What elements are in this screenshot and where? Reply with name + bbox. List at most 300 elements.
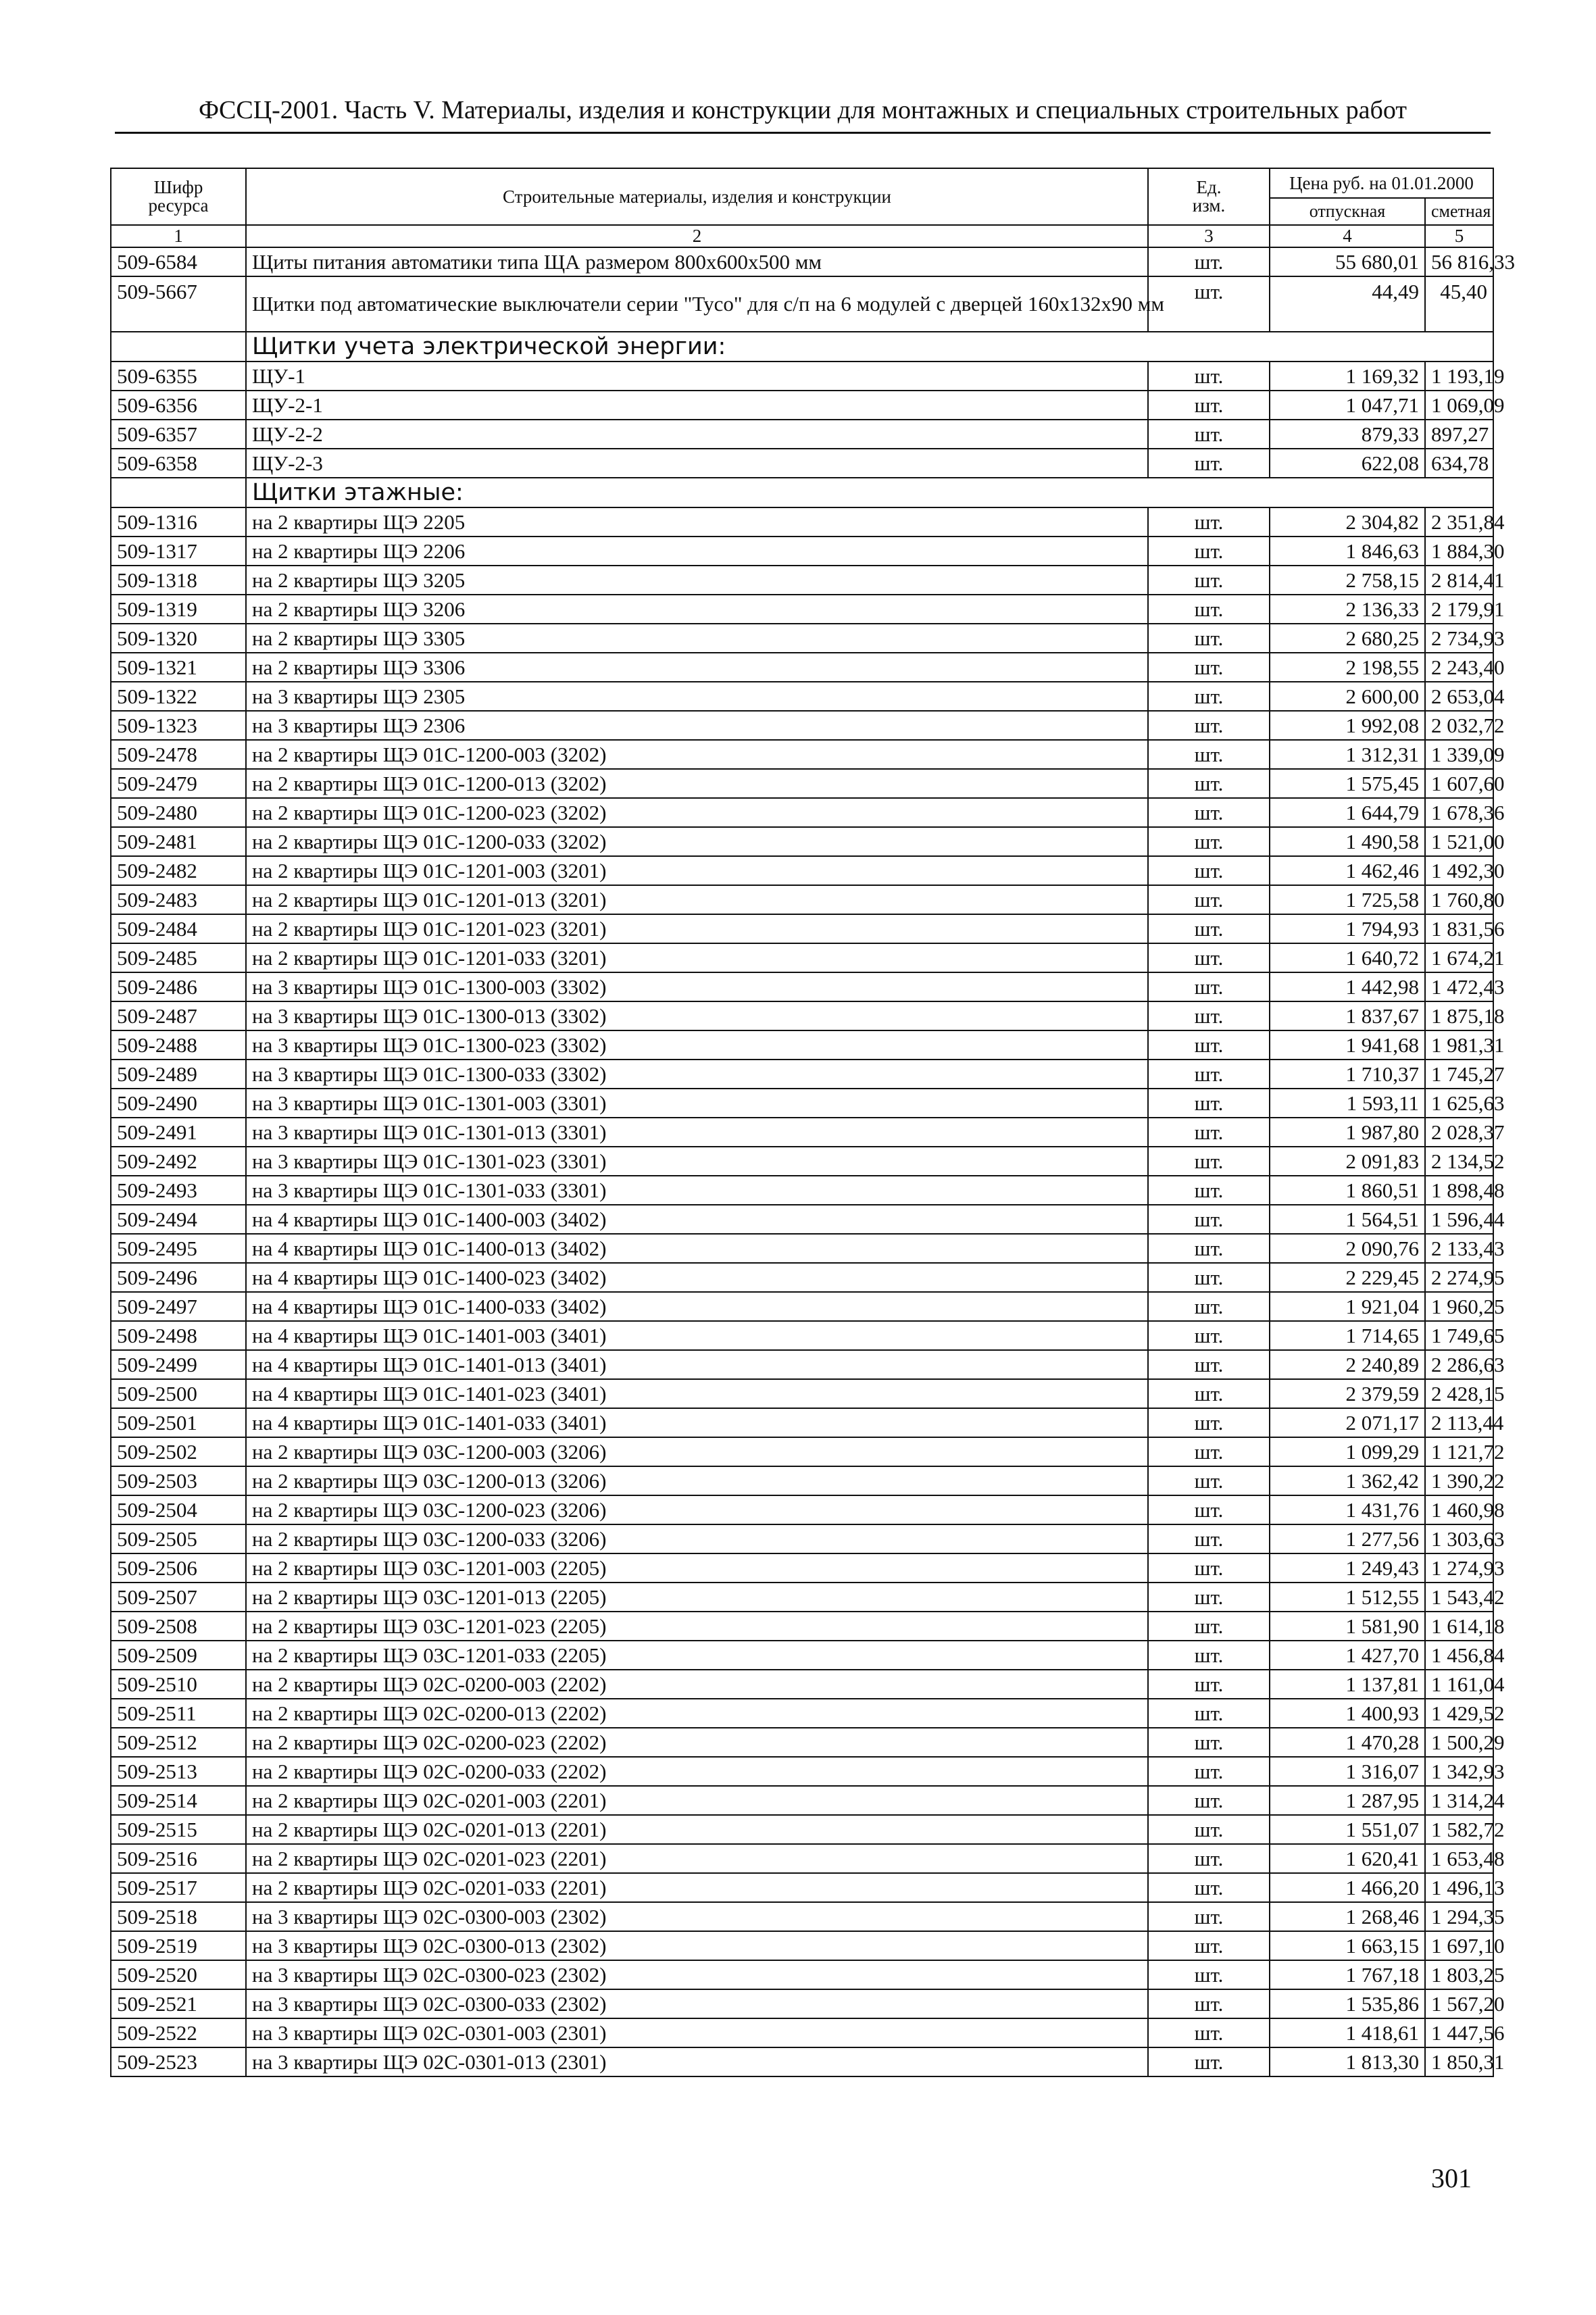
estimate-price: 1 760,80 <box>1425 885 1493 914</box>
item-name: на 4 квартиры ЩЭ 01С-1400-033 (3402) <box>246 1292 1148 1321</box>
table-row <box>111 1931 1493 1960</box>
item-name: на 2 квартиры ЩЭ 03С-1201-003 (2205) <box>246 1553 1148 1583</box>
unit: шт. <box>1148 1292 1270 1321</box>
unit: шт. <box>1148 1321 1270 1350</box>
item-name: на 4 квартиры ЩЭ 01С-1401-003 (3401) <box>246 1321 1148 1350</box>
estimate-price: 2 113,44 <box>1425 1408 1493 1437</box>
release-price: 1 813,30 <box>1270 2047 1425 2076</box>
item-name: на 3 квартиры ЩЭ 02С-0300-023 (2302) <box>246 1960 1148 1989</box>
table-row <box>111 1583 1493 1612</box>
item-name: на 2 квартиры ЩЭ 02С-0201-033 (2201) <box>246 1873 1148 1902</box>
estimate-price: 1 500,29 <box>1425 1728 1493 1757</box>
group-title: Щитки этажные: <box>246 478 1493 507</box>
table-row <box>111 1060 1493 1089</box>
unit: шт. <box>1148 1583 1270 1612</box>
unit: шт. <box>1148 1786 1270 1815</box>
unit: шт. <box>1148 972 1270 1001</box>
estimate-price: 1 596,44 <box>1425 1205 1493 1234</box>
unit: шт. <box>1148 827 1270 856</box>
release-price: 1 316,07 <box>1270 1757 1425 1786</box>
table-row <box>111 769 1493 798</box>
unit: шт. <box>1148 1873 1270 1902</box>
table-row <box>111 653 1493 682</box>
resource-code: 509-2503 <box>111 1466 246 1495</box>
estimate-price: 1 607,60 <box>1425 769 1493 798</box>
table-row <box>111 362 1493 391</box>
item-name: на 2 квартиры ЩЭ 01С-1201-023 (3201) <box>246 914 1148 943</box>
resource-code: 509-2497 <box>111 1292 246 1321</box>
item-name: на 2 квартиры ЩЭ 02С-0201-013 (2201) <box>246 1815 1148 1844</box>
estimate-price: 2 243,40 <box>1425 653 1493 682</box>
resource-code: 509-2519 <box>111 1931 246 1960</box>
table-row <box>111 1815 1493 1844</box>
estimate-price: 2 428,15 <box>1425 1379 1493 1408</box>
unit: шт. <box>1148 1437 1270 1466</box>
estimate-price: 2 032,72 <box>1425 711 1493 740</box>
estimate-price: 1 460,98 <box>1425 1495 1493 1524</box>
release-price: 1 462,46 <box>1270 856 1425 885</box>
item-name: на 4 квартиры ЩЭ 01С-1400-003 (3402) <box>246 1205 1148 1234</box>
release-price: 2 071,17 <box>1270 1408 1425 1437</box>
item-name: на 2 квартиры ЩЭ 3306 <box>246 653 1148 682</box>
item-name: на 2 квартиры ЩЭ 01С-1200-003 (3202) <box>246 740 1148 769</box>
group-row <box>111 478 1493 507</box>
table-row <box>111 247 1493 276</box>
estimate-price: 2 134,52 <box>1425 1147 1493 1176</box>
estimate-price: 1 678,36 <box>1425 798 1493 827</box>
resource-code: 509-2485 <box>111 943 246 972</box>
resource-code: 509-1319 <box>111 595 246 624</box>
release-price: 2 379,59 <box>1270 1379 1425 1408</box>
item-name: на 3 квартиры ЩЭ 02С-0301-013 (2301) <box>246 2047 1148 2076</box>
unit: шт. <box>1148 1001 1270 1030</box>
resource-code: 509-2494 <box>111 1205 246 1234</box>
item-name: на 2 квартиры ЩЭ 2205 <box>246 507 1148 537</box>
estimate-price: 1 653,48 <box>1425 1844 1493 1873</box>
resource-code: 509-2508 <box>111 1612 246 1641</box>
resource-code: 509-5667 <box>111 276 246 332</box>
release-price: 1 442,98 <box>1270 972 1425 1001</box>
item-name: на 3 квартиры ЩЭ 01С-1300-003 (3302) <box>246 972 1148 1001</box>
release-price: 1 512,55 <box>1270 1583 1425 1612</box>
resource-code: 509-2520 <box>111 1960 246 1989</box>
item-name: на 2 квартиры ЩЭ 02С-0200-003 (2202) <box>246 1670 1148 1699</box>
release-price: 2 136,33 <box>1270 595 1425 624</box>
col-number: 2 <box>246 225 1148 247</box>
item-name: на 2 квартиры ЩЭ 03С-1201-033 (2205) <box>246 1641 1148 1670</box>
unit: шт. <box>1148 1379 1270 1408</box>
resource-code: 509-2487 <box>111 1001 246 1030</box>
table-row <box>111 1641 1493 1670</box>
table-row <box>111 1089 1493 1118</box>
table-row <box>111 2047 1493 2076</box>
unit: шт. <box>1148 420 1270 449</box>
item-name: на 4 квартиры ЩЭ 01С-1400-013 (3402) <box>246 1234 1148 1263</box>
table-row <box>111 711 1493 740</box>
unit: шт. <box>1148 1350 1270 1379</box>
group-row <box>111 332 1493 362</box>
release-price: 1 137,81 <box>1270 1670 1425 1699</box>
unit: шт. <box>1148 1147 1270 1176</box>
resource-code: 509-2507 <box>111 1583 246 1612</box>
estimate-price: 1 193,19 <box>1425 362 1493 391</box>
table-row <box>111 1699 1493 1728</box>
estimate-price: 2 734,93 <box>1425 624 1493 653</box>
unit: шт. <box>1148 1118 1270 1147</box>
unit: шт. <box>1148 914 1270 943</box>
table-row <box>111 420 1493 449</box>
table-row <box>111 1030 1493 1060</box>
unit: шт. <box>1148 885 1270 914</box>
release-price: 1 837,67 <box>1270 1001 1425 1030</box>
estimate-price: 1 850,31 <box>1425 2047 1493 2076</box>
unit: шт. <box>1148 1699 1270 1728</box>
release-price: 1 987,80 <box>1270 1118 1425 1147</box>
unit: шт. <box>1148 507 1270 537</box>
table-row <box>111 1292 1493 1321</box>
table-row <box>111 1553 1493 1583</box>
table-row <box>111 1350 1493 1379</box>
release-price: 1 287,95 <box>1270 1786 1425 1815</box>
unit: шт. <box>1148 624 1270 653</box>
col-number: 4 <box>1270 225 1425 247</box>
col-unit-label-2: изм. <box>1192 195 1226 216</box>
release-price: 1 470,28 <box>1270 1728 1425 1757</box>
release-price: 1 663,15 <box>1270 1931 1425 1960</box>
estimate-price: 56 816,33 <box>1425 247 1493 276</box>
unit: шт. <box>1148 595 1270 624</box>
item-name: на 3 квартиры ЩЭ 02С-0300-033 (2302) <box>246 1989 1148 2018</box>
table-row <box>111 566 1493 595</box>
unit: шт. <box>1148 856 1270 885</box>
item-name: на 3 квартиры ЩЭ 2305 <box>246 682 1148 711</box>
table-row <box>111 1873 1493 1902</box>
resource-code: 509-2481 <box>111 827 246 856</box>
release-price: 1 431,76 <box>1270 1495 1425 1524</box>
table-row <box>111 1612 1493 1641</box>
release-price: 1 427,70 <box>1270 1641 1425 1670</box>
unit: шт. <box>1148 566 1270 595</box>
release-price: 1 466,20 <box>1270 1873 1425 1902</box>
release-price: 1 418,61 <box>1270 2018 1425 2047</box>
estimate-price: 2 653,04 <box>1425 682 1493 711</box>
resource-code: 509-2501 <box>111 1408 246 1437</box>
item-name: на 2 квартиры ЩЭ 3205 <box>246 566 1148 595</box>
table-row <box>111 856 1493 885</box>
resource-code: 509-2498 <box>111 1321 246 1350</box>
resource-code: 509-2522 <box>111 2018 246 2047</box>
estimate-price: 1 274,93 <box>1425 1553 1493 1583</box>
release-price: 622,08 <box>1270 449 1425 478</box>
table-row <box>111 1176 1493 1205</box>
item-name: на 3 квартиры ЩЭ 01С-1301-003 (3301) <box>246 1089 1148 1118</box>
unit: шт. <box>1148 1960 1270 1989</box>
release-price: 1 047,71 <box>1270 391 1425 420</box>
unit: шт. <box>1148 798 1270 827</box>
resource-code: 509-2509 <box>111 1641 246 1670</box>
unit: шт. <box>1148 769 1270 798</box>
estimate-price: 1 674,21 <box>1425 943 1493 972</box>
col-number: 5 <box>1425 225 1493 247</box>
table-row <box>111 827 1493 856</box>
table-row <box>111 595 1493 624</box>
estimate-price: 1 314,24 <box>1425 1786 1493 1815</box>
item-name: на 2 квартиры ЩЭ 02С-0200-033 (2202) <box>246 1757 1148 1786</box>
estimate-price: 1 303,63 <box>1425 1524 1493 1553</box>
item-name: на 2 квартиры ЩЭ 3206 <box>246 595 1148 624</box>
col-name-header: Строительные материалы, изделия и конструкции <box>246 168 1148 225</box>
item-name: на 4 квартиры ЩЭ 01С-1401-033 (3401) <box>246 1408 1148 1437</box>
unit: шт. <box>1148 1060 1270 1089</box>
resource-code: 509-2492 <box>111 1147 246 1176</box>
unit: шт. <box>1148 740 1270 769</box>
estimate-price: 2 286,63 <box>1425 1350 1493 1379</box>
table-row <box>111 624 1493 653</box>
estimate-price: 1 803,25 <box>1425 1960 1493 1989</box>
release-price: 1 581,90 <box>1270 1612 1425 1641</box>
table-row <box>111 972 1493 1001</box>
unit: шт. <box>1148 1553 1270 1583</box>
resource-code: 509-2484 <box>111 914 246 943</box>
table-row <box>111 1844 1493 1873</box>
item-name: на 4 квартиры ЩЭ 01С-1400-023 (3402) <box>246 1263 1148 1292</box>
item-name: на 3 квартиры ЩЭ 01С-1301-013 (3301) <box>246 1118 1148 1147</box>
release-price: 1 640,72 <box>1270 943 1425 972</box>
table-row <box>111 1234 1493 1263</box>
resource-code: 509-1320 <box>111 624 246 653</box>
resource-code: 509-2521 <box>111 1989 246 2018</box>
table-row <box>111 943 1493 972</box>
release-price: 2 240,89 <box>1270 1350 1425 1379</box>
unit: шт. <box>1148 1612 1270 1641</box>
item-name: на 2 квартиры ЩЭ 01С-1201-013 (3201) <box>246 885 1148 914</box>
release-price: 1 268,46 <box>1270 1902 1425 1931</box>
release-price: 1 846,63 <box>1270 537 1425 566</box>
release-price: 1 620,41 <box>1270 1844 1425 1873</box>
release-price: 1 169,32 <box>1270 362 1425 391</box>
unit: шт. <box>1148 943 1270 972</box>
table-row <box>111 914 1493 943</box>
resource-code: 509-2499 <box>111 1350 246 1379</box>
unit: шт. <box>1148 1234 1270 1263</box>
resource-code: 509-1323 <box>111 711 246 740</box>
resource-code: 509-2483 <box>111 885 246 914</box>
item-name: на 2 квартиры ЩЭ 03С-1200-003 (3206) <box>246 1437 1148 1466</box>
unit: шт. <box>1148 1089 1270 1118</box>
estimate-price: 1 447,56 <box>1425 2018 1493 2047</box>
group-title: Щитки учета электрической энергии: <box>246 332 1493 362</box>
estimate-price: 1 390,22 <box>1425 1466 1493 1495</box>
release-price: 1 490,58 <box>1270 827 1425 856</box>
unit: шт. <box>1148 391 1270 420</box>
item-name: на 2 квартиры ЩЭ 3305 <box>246 624 1148 653</box>
item-name: на 2 квартиры ЩЭ 03С-1201-013 (2205) <box>246 1583 1148 1612</box>
estimate-price: 1 543,42 <box>1425 1583 1493 1612</box>
unit: шт. <box>1148 1408 1270 1437</box>
table-row <box>111 1989 1493 2018</box>
item-name: Щиты питания автоматики типа ЩА размером 800х600х500 мм <box>246 247 1148 276</box>
resource-code: 509-2495 <box>111 1234 246 1263</box>
item-name: на 2 квартиры ЩЭ 02С-0201-003 (2201) <box>246 1786 1148 1815</box>
table-row <box>111 391 1493 420</box>
item-name: ЩУ-2-1 <box>246 391 1148 420</box>
unit: шт. <box>1148 682 1270 711</box>
item-name: ЩУ-2-2 <box>246 420 1148 449</box>
estimate-price: 1 745,27 <box>1425 1060 1493 1089</box>
resource-code: 509-6358 <box>111 449 246 478</box>
table-row <box>111 682 1493 711</box>
estimate-price: 1 521,00 <box>1425 827 1493 856</box>
estimate-price: 1 567,20 <box>1425 1989 1493 2018</box>
release-price: 1 312,31 <box>1270 740 1425 769</box>
estimate-price: 1 582,72 <box>1425 1815 1493 1844</box>
release-price: 1 860,51 <box>1270 1176 1425 1205</box>
unit: шт. <box>1148 2018 1270 2047</box>
resource-code: 509-2502 <box>111 1437 246 1466</box>
col-unit-header <box>1148 168 1270 225</box>
unit: шт. <box>1148 362 1270 391</box>
release-price: 2 091,83 <box>1270 1147 1425 1176</box>
estimate-price: 1 294,35 <box>1425 1902 1493 1931</box>
unit: шт. <box>1148 1728 1270 1757</box>
unit: шт. <box>1148 537 1270 566</box>
unit: шт. <box>1148 1757 1270 1786</box>
resource-code: 509-2482 <box>111 856 246 885</box>
estimate-price: 1 625,63 <box>1425 1089 1493 1118</box>
resource-code: 509-6355 <box>111 362 246 391</box>
item-name: на 4 квартиры ЩЭ 01С-1401-013 (3401) <box>246 1350 1148 1379</box>
resource-code: 509-2523 <box>111 2047 246 2076</box>
estimate-price: 1 884,30 <box>1425 537 1493 566</box>
resource-code: 509-2491 <box>111 1118 246 1147</box>
unit: шт. <box>1148 1466 1270 1495</box>
estimate-price: 2 028,37 <box>1425 1118 1493 1147</box>
item-name: на 2 квартиры ЩЭ 01С-1200-013 (3202) <box>246 769 1148 798</box>
release-price: 879,33 <box>1270 420 1425 449</box>
estimate-price: 897,27 <box>1425 420 1493 449</box>
unit: шт. <box>1148 1641 1270 1670</box>
table-row <box>111 1728 1493 1757</box>
estimate-price: 1 981,31 <box>1425 1030 1493 1060</box>
resource-code: 509-2479 <box>111 769 246 798</box>
resource-code: 509-2488 <box>111 1030 246 1060</box>
table-row <box>111 798 1493 827</box>
release-price: 1 551,07 <box>1270 1815 1425 1844</box>
estimate-price: 1 342,93 <box>1425 1757 1493 1786</box>
table-row <box>111 740 1493 769</box>
resource-code: 509-2490 <box>111 1089 246 1118</box>
release-price: 1 099,29 <box>1270 1437 1425 1466</box>
release-price: 1 992,08 <box>1270 711 1425 740</box>
item-name: на 3 квартиры ЩЭ 2306 <box>246 711 1148 740</box>
item-name: на 3 квартиры ЩЭ 02С-0301-003 (2301) <box>246 2018 1148 2047</box>
unit: шт. <box>1148 276 1270 332</box>
item-name: на 3 квартиры ЩЭ 01С-1300-023 (3302) <box>246 1030 1148 1060</box>
unit: шт. <box>1148 1263 1270 1292</box>
release-price: 2 600,00 <box>1270 682 1425 711</box>
estimate-price: 45,40 <box>1425 276 1493 332</box>
item-name: на 2 квартиры ЩЭ 2206 <box>246 537 1148 566</box>
table-row <box>111 1786 1493 1815</box>
unit: шт. <box>1148 1931 1270 1960</box>
release-price: 1 249,43 <box>1270 1553 1425 1583</box>
unit: шт. <box>1148 1844 1270 1873</box>
release-price: 1 794,93 <box>1270 914 1425 943</box>
unit: шт. <box>1148 1989 1270 2018</box>
unit: шт. <box>1148 653 1270 682</box>
resource-code: 509-1318 <box>111 566 246 595</box>
estimate-price: 1 456,84 <box>1425 1641 1493 1670</box>
estimate-price: 1 898,48 <box>1425 1176 1493 1205</box>
estimate-price: 1 831,56 <box>1425 914 1493 943</box>
unit: шт. <box>1148 711 1270 740</box>
estimate-price: 634,78 <box>1425 449 1493 478</box>
table-row <box>111 1001 1493 1030</box>
estimate-price: 2 274,95 <box>1425 1263 1493 1292</box>
release-price: 1 362,42 <box>1270 1466 1425 1495</box>
col-price-header: Цена руб. на 01.01.2000 <box>1270 168 1493 198</box>
resource-code: 509-2517 <box>111 1873 246 1902</box>
release-price: 2 090,76 <box>1270 1234 1425 1263</box>
item-name: на 3 квартиры ЩЭ 02С-0300-013 (2302) <box>246 1931 1148 1960</box>
resource-code: 509-1322 <box>111 682 246 711</box>
col-code-header <box>111 168 246 225</box>
item-name: на 2 квартиры ЩЭ 03С-1200-033 (3206) <box>246 1524 1148 1553</box>
table-row <box>111 1495 1493 1524</box>
unit: шт. <box>1148 1176 1270 1205</box>
resource-code: 509-2505 <box>111 1524 246 1553</box>
col-number: 3 <box>1148 225 1270 247</box>
unit: шт. <box>1148 1670 1270 1699</box>
table-row <box>111 449 1493 478</box>
resource-code: 509-2493 <box>111 1176 246 1205</box>
resource-code: 509-1321 <box>111 653 246 682</box>
resource-code: 509-2504 <box>111 1495 246 1524</box>
col-unit-label-1: Ед. <box>1196 177 1222 197</box>
estimate-price: 1 069,09 <box>1425 391 1493 420</box>
resource-code: 509-2510 <box>111 1670 246 1699</box>
resource-code: 509-1317 <box>111 537 246 566</box>
release-price: 1 564,51 <box>1270 1205 1425 1234</box>
unit: шт. <box>1148 1205 1270 1234</box>
unit: шт. <box>1148 2047 1270 2076</box>
item-name: на 3 квартиры ЩЭ 01С-1300-013 (3302) <box>246 1001 1148 1030</box>
table-row <box>111 1466 1493 1495</box>
page-header: ФССЦ-2001. Часть V. Материалы, изделия и конструкции для монтажных и специальных строительных работ <box>115 92 1491 134</box>
estimate-price: 1 472,43 <box>1425 972 1493 1001</box>
col-number: 1 <box>111 225 246 247</box>
col-estimate-header: сметная <box>1425 198 1493 225</box>
estimate-price: 1 161,04 <box>1425 1670 1493 1699</box>
unit: шт. <box>1148 449 1270 478</box>
item-name: на 2 квартиры ЩЭ 03С-1200-023 (3206) <box>246 1495 1148 1524</box>
price-table <box>110 168 1515 2077</box>
release-price: 2 680,25 <box>1270 624 1425 653</box>
item-name: на 2 квартиры ЩЭ 01С-1200-023 (3202) <box>246 798 1148 827</box>
resource-code: 509-2506 <box>111 1553 246 1583</box>
estimate-price: 2 814,41 <box>1425 566 1493 595</box>
col-code-label-2: ресурса <box>148 195 209 216</box>
release-price: 55 680,01 <box>1270 247 1425 276</box>
resource-code: 509-2496 <box>111 1263 246 1292</box>
item-name: на 3 квартиры ЩЭ 01С-1301-023 (3301) <box>246 1147 1148 1176</box>
col-release-header: отпускная <box>1270 198 1425 225</box>
table-row <box>111 1118 1493 1147</box>
table-row <box>111 537 1493 566</box>
release-price: 2 304,82 <box>1270 507 1425 537</box>
table-row <box>111 1524 1493 1553</box>
release-price: 1 535,86 <box>1270 1989 1425 2018</box>
